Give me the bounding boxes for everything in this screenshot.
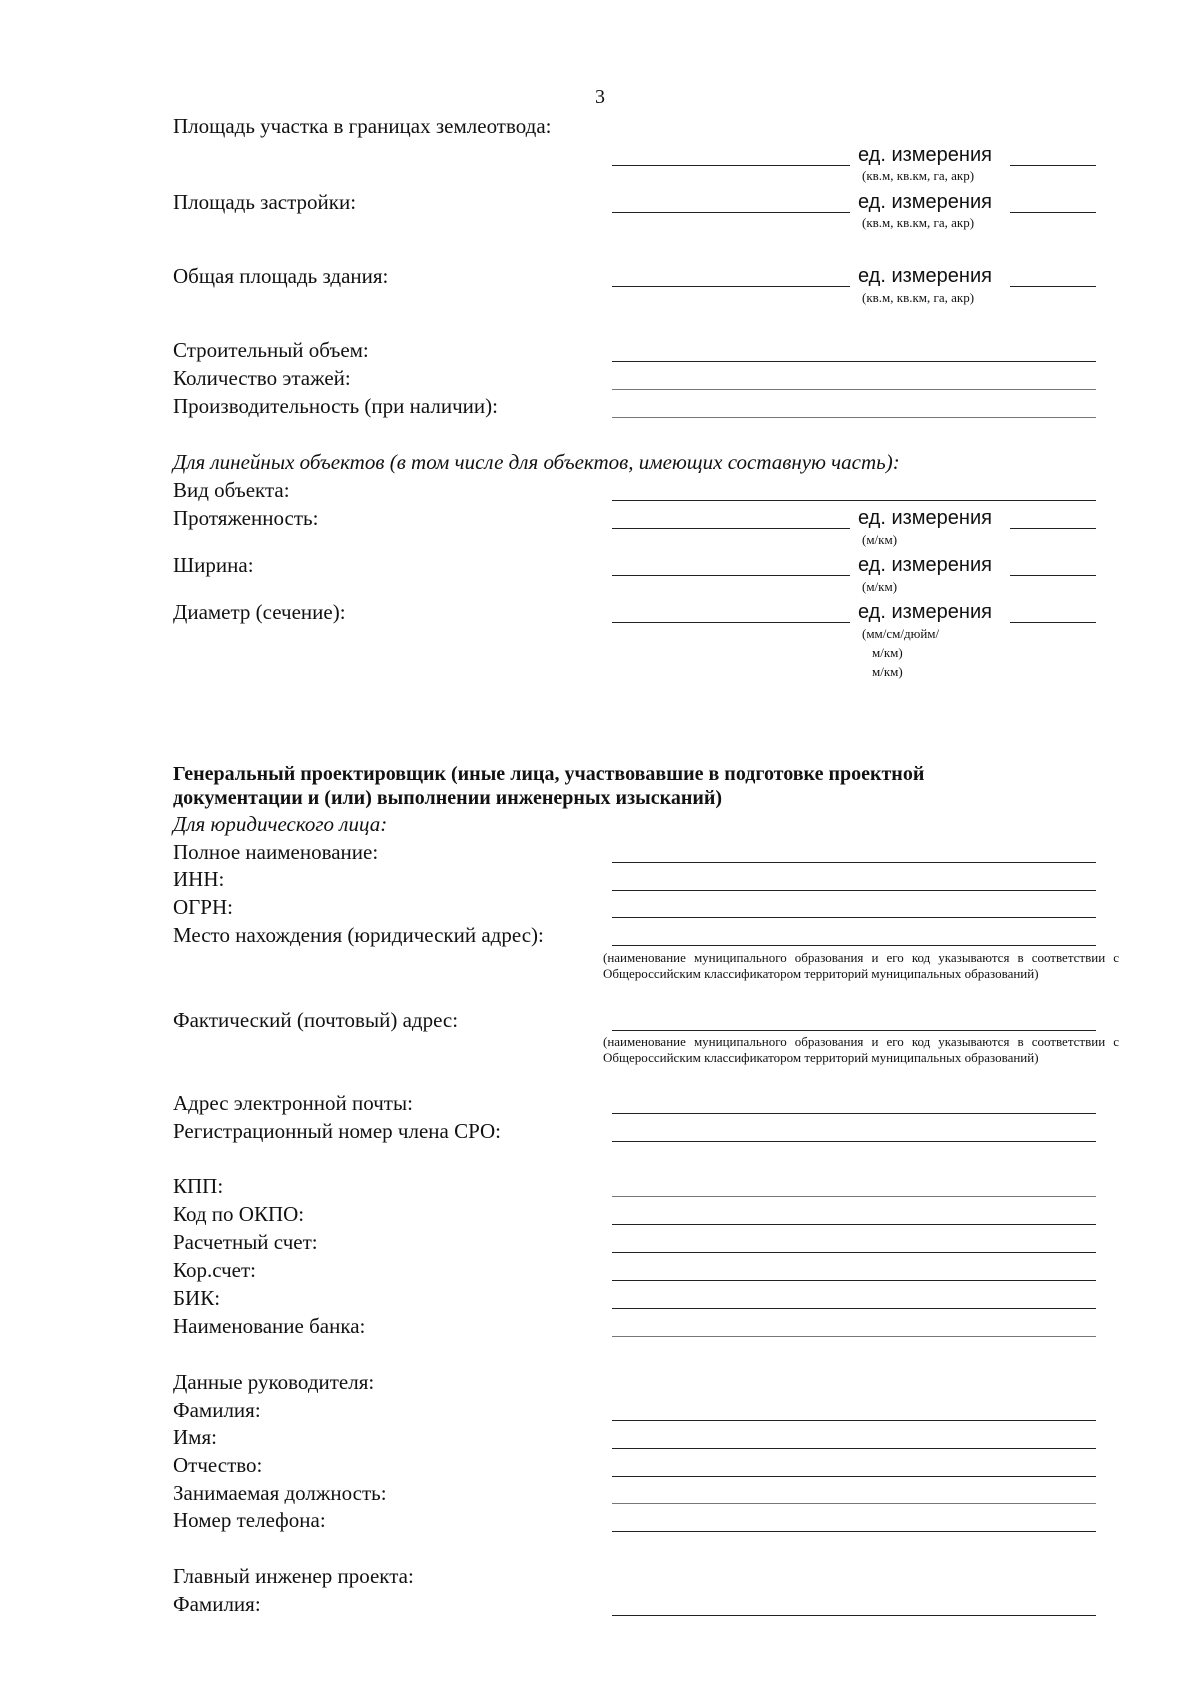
diameter-value-field[interactable] xyxy=(612,622,850,623)
designer-heading: документации и (или) выполнении инженерных изысканий) xyxy=(173,787,723,809)
width-value-field[interactable] xyxy=(612,575,850,576)
unit-label: ед. измерения xyxy=(858,191,992,213)
legal-entity-heading: Для юридического лица: xyxy=(173,812,388,836)
name-label: Имя: xyxy=(173,1425,217,1449)
plot-area-unit-field[interactable] xyxy=(1010,165,1096,166)
linear-objects-heading: Для линейных объектов (в том числе для объектов, имеющих составную часть): xyxy=(173,450,900,474)
email-field[interactable] xyxy=(612,1113,1096,1114)
unit-label: ед. измерения xyxy=(858,554,992,576)
capacity-field[interactable] xyxy=(612,417,1096,418)
page-number: 3 xyxy=(595,86,605,108)
bank-field[interactable] xyxy=(612,1336,1096,1337)
okpo-field[interactable] xyxy=(612,1224,1096,1225)
surname-label: Фамилия: xyxy=(173,1398,261,1422)
designer-heading: Генеральный проектировщик (иные лица, участвовавшие в подготовке проектной xyxy=(173,763,925,785)
account-label: Расчетный счет: xyxy=(173,1230,318,1254)
built-area-unit-field[interactable] xyxy=(1010,212,1096,213)
postal-address-field[interactable] xyxy=(612,1030,1096,1031)
legal-address-label: Место нахождения (юридический адрес): xyxy=(173,923,544,947)
plot-area-label: Площадь участка в границах землеотвода: xyxy=(173,114,552,138)
account-field[interactable] xyxy=(612,1252,1096,1253)
unit-label: ед. измерения xyxy=(858,144,992,166)
ogrn-label: ОГРН: xyxy=(173,895,233,919)
corr-account-field[interactable] xyxy=(612,1280,1096,1281)
corr-account-label: Кор.счет: xyxy=(173,1258,257,1282)
sro-field[interactable] xyxy=(612,1141,1096,1142)
sro-label: Регистрационный номер члена СРО: xyxy=(173,1119,502,1143)
built-area-value-field[interactable] xyxy=(612,212,850,213)
director-patronymic-field[interactable] xyxy=(612,1476,1096,1477)
built-area-label: Площадь застройки: xyxy=(173,190,357,214)
postal-address-label: Фактический (почтовый) адрес: xyxy=(173,1008,459,1032)
director-name-field[interactable] xyxy=(612,1448,1096,1449)
full-name-label: Полное наименование: xyxy=(173,840,379,864)
diameter-label: Диаметр (сечение): xyxy=(173,600,346,624)
diameter-units-hint: м/км) xyxy=(872,664,903,679)
director-phone-field[interactable] xyxy=(612,1531,1096,1532)
area-units-hint: (кв.м, кв.км, га, акр) xyxy=(862,215,975,230)
position-label: Занимаемая должность: xyxy=(173,1481,387,1505)
object-type-field[interactable] xyxy=(612,500,1096,501)
director-position-field[interactable] xyxy=(612,1503,1096,1504)
area-units-hint: (кв.м, кв.км, га, акр) xyxy=(862,168,975,183)
address-note: (наименование муниципального образования и его код указываются в соответствии с Общероссийским классификатором территорий муниципальных образований) xyxy=(603,950,1119,981)
unit-label: ед. измерения xyxy=(858,601,992,623)
bank-label: Наименование банка: xyxy=(173,1314,366,1338)
kpp-field[interactable] xyxy=(612,1196,1096,1197)
director-surname-field[interactable] xyxy=(612,1420,1096,1421)
unit-label: ед. измерения xyxy=(858,507,992,529)
area-units-hint: (кв.м, кв.км, га, акр) xyxy=(862,290,975,305)
address-note: (наименование муниципального образования и его код указываются в соответствии с Общероссийским классификатором территорий муниципальных образований) xyxy=(603,1034,1119,1065)
width-units-hint: (м/км) xyxy=(862,579,898,594)
okpo-label: Код по ОКПО: xyxy=(173,1202,305,1226)
object-type-label: Вид объекта: xyxy=(173,478,290,502)
bik-label: БИК: xyxy=(173,1286,221,1310)
total-area-unit-field[interactable] xyxy=(1010,286,1096,287)
email-label: Адрес электронной почты: xyxy=(173,1091,413,1115)
floors-field[interactable] xyxy=(612,389,1096,390)
width-label: Ширина: xyxy=(173,553,254,577)
diameter-units-hint: м/км) xyxy=(872,645,903,660)
inn-label: ИНН: xyxy=(173,867,225,891)
capacity-label: Производительность (при наличии): xyxy=(173,394,498,418)
unit-label: ед. измерения xyxy=(858,265,992,287)
plot-area-value-field[interactable] xyxy=(612,165,850,166)
volume-label: Строительный объем: xyxy=(173,338,369,362)
length-units-hint: (м/км) xyxy=(862,532,898,547)
surname-label: Фамилия: xyxy=(173,1592,261,1616)
length-label: Протяженность: xyxy=(173,506,319,530)
full-name-field[interactable] xyxy=(612,862,1096,863)
inn-field[interactable] xyxy=(612,890,1096,891)
legal-address-field[interactable] xyxy=(612,945,1096,946)
diameter-units-hint: (мм/см/дюйм/ xyxy=(862,626,940,641)
chief-engineer-heading: Главный инженер проекта: xyxy=(173,1564,414,1588)
bik-field[interactable] xyxy=(612,1308,1096,1309)
director-heading: Данные руководителя: xyxy=(173,1370,375,1394)
total-area-label: Общая площадь здания: xyxy=(173,264,389,288)
chief-engineer-surname-field[interactable] xyxy=(612,1615,1096,1616)
floors-label: Количество этажей: xyxy=(173,366,351,390)
total-area-value-field[interactable] xyxy=(612,286,850,287)
length-unit-field[interactable] xyxy=(1010,528,1096,529)
kpp-label: КПП: xyxy=(173,1174,224,1198)
patronymic-label: Отчество: xyxy=(173,1453,263,1477)
ogrn-field[interactable] xyxy=(612,917,1096,918)
length-value-field[interactable] xyxy=(612,528,850,529)
volume-field[interactable] xyxy=(612,361,1096,362)
width-unit-field[interactable] xyxy=(1010,575,1096,576)
phone-label: Номер телефона: xyxy=(173,1508,326,1532)
diameter-unit-field[interactable] xyxy=(1010,622,1096,623)
